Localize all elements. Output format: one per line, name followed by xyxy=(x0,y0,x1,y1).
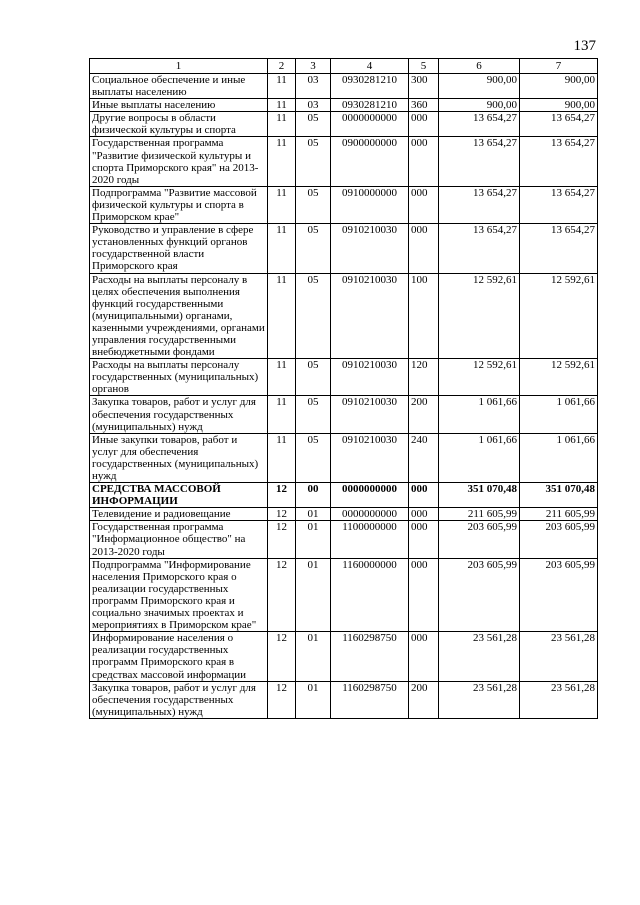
row-sum1-cell: 351 070,48 xyxy=(439,483,520,508)
row-vr-cell: 000 xyxy=(409,224,439,273)
row-vr-cell: 000 xyxy=(409,112,439,137)
page-number: 137 xyxy=(573,38,596,54)
row-sum1-cell: 13 654,27 xyxy=(439,112,520,137)
row-name-cell: Государственная программа "Развитие физической культуры и спорта Приморского края" на 2013-2020 годы xyxy=(90,137,268,186)
row-razdel-cell: 12 xyxy=(268,483,296,508)
row-name-cell: Руководство и управление в сфере установленных функций органов государственной власти Приморского края xyxy=(90,224,268,273)
table-row xyxy=(90,74,598,99)
row-name-cell: Подпрограмма "Развитие массовой физической культуры и спорта в Приморском крае" xyxy=(90,186,268,223)
row-razdel-cell: 12 xyxy=(268,681,296,718)
row-razdel-cell: 11 xyxy=(268,273,296,359)
row-csr-cell: 0000000000 xyxy=(331,508,409,521)
row-sum1-cell: 211 605,99 xyxy=(439,508,520,521)
row-podrazdel-cell: 03 xyxy=(296,74,331,99)
table-row xyxy=(90,112,598,137)
row-csr-cell: 0910210030 xyxy=(331,273,409,359)
row-razdel-cell: 11 xyxy=(268,99,296,112)
row-vr-cell: 000 xyxy=(409,508,439,521)
row-razdel-cell: 11 xyxy=(268,359,296,396)
row-name-cell: Закупка товаров, работ и услуг для обеспечения государственных (муниципальных) нужд xyxy=(90,396,268,433)
row-podrazdel-cell: 01 xyxy=(296,632,331,681)
row-razdel-cell: 12 xyxy=(268,558,296,632)
row-vr-cell: 000 xyxy=(409,483,439,508)
header-row xyxy=(90,59,598,74)
row-csr-cell: 0930281210 xyxy=(331,74,409,99)
row-name-cell: Иные выплаты населению xyxy=(90,99,268,112)
row-razdel-cell: 12 xyxy=(268,521,296,558)
row-vr-cell: 000 xyxy=(409,558,439,632)
row-name-cell: Расходы на выплаты персоналу государственных (муниципальных) органов xyxy=(90,359,268,396)
row-sum2-cell: 13 654,27 xyxy=(520,137,598,186)
row-vr-cell: 300 xyxy=(409,74,439,99)
row-razdel-cell: 12 xyxy=(268,632,296,681)
header-cell: 1 xyxy=(90,59,268,74)
row-podrazdel-cell: 01 xyxy=(296,508,331,521)
row-podrazdel-cell: 01 xyxy=(296,521,331,558)
row-csr-cell: 1100000000 xyxy=(331,521,409,558)
row-vr-cell: 120 xyxy=(409,359,439,396)
row-name-cell: Расходы на выплаты персоналу в целях обеспечения выполнения функций государственными (муниципальными) органами, казенными учреждениями, органами управления государственными внебюджетными фондами xyxy=(90,273,268,359)
row-podrazdel-cell: 05 xyxy=(296,273,331,359)
row-podrazdel-cell: 05 xyxy=(296,359,331,396)
row-podrazdel-cell: 05 xyxy=(296,112,331,137)
row-sum2-cell: 23 561,28 xyxy=(520,681,598,718)
row-sum1-cell: 900,00 xyxy=(439,99,520,112)
header-cell: 3 xyxy=(296,59,331,74)
row-podrazdel-cell: 05 xyxy=(296,396,331,433)
row-podrazdel-cell: 05 xyxy=(296,224,331,273)
row-sum2-cell: 351 070,48 xyxy=(520,483,598,508)
row-sum2-cell: 13 654,27 xyxy=(520,224,598,273)
row-vr-cell: 200 xyxy=(409,396,439,433)
table-row xyxy=(90,681,598,718)
row-vr-cell: 200 xyxy=(409,681,439,718)
header-cell: 6 xyxy=(439,59,520,74)
row-sum1-cell: 1 061,66 xyxy=(439,396,520,433)
row-csr-cell: 0910210030 xyxy=(331,359,409,396)
row-podrazdel-cell: 00 xyxy=(296,483,331,508)
table-row xyxy=(90,508,598,521)
row-csr-cell: 0910000000 xyxy=(331,186,409,223)
table-row xyxy=(90,99,598,112)
row-csr-cell: 1160298750 xyxy=(331,681,409,718)
row-sum2-cell: 1 061,66 xyxy=(520,396,598,433)
row-razdel-cell: 12 xyxy=(268,508,296,521)
row-sum2-cell: 900,00 xyxy=(520,99,598,112)
row-vr-cell: 000 xyxy=(409,632,439,681)
row-csr-cell: 0000000000 xyxy=(331,483,409,508)
row-vr-cell: 100 xyxy=(409,273,439,359)
row-name-cell: Иные закупки товаров, работ и услуг для обеспечения государственных (муниципальных) нужд xyxy=(90,433,268,482)
row-csr-cell: 0910210030 xyxy=(331,433,409,482)
row-sum1-cell: 23 561,28 xyxy=(439,681,520,718)
row-name-cell: Другие вопросы в области физической культуры и спорта xyxy=(90,112,268,137)
row-name-cell: Телевидение и радиовещание xyxy=(90,508,268,521)
row-sum2-cell: 12 592,61 xyxy=(520,273,598,359)
row-vr-cell: 000 xyxy=(409,521,439,558)
header-cell: 2 xyxy=(268,59,296,74)
table-row xyxy=(90,483,598,508)
row-razdel-cell: 11 xyxy=(268,224,296,273)
row-sum1-cell: 13 654,27 xyxy=(439,224,520,273)
row-vr-cell: 000 xyxy=(409,137,439,186)
row-csr-cell: 1160298750 xyxy=(331,632,409,681)
row-sum2-cell: 211 605,99 xyxy=(520,508,598,521)
row-sum1-cell: 13 654,27 xyxy=(439,186,520,223)
row-vr-cell: 000 xyxy=(409,186,439,223)
row-sum1-cell: 203 605,99 xyxy=(439,521,520,558)
row-csr-cell: 0930281210 xyxy=(331,99,409,112)
table-row xyxy=(90,521,598,558)
row-csr-cell: 0900000000 xyxy=(331,137,409,186)
table-row xyxy=(90,632,598,681)
table-row xyxy=(90,558,598,632)
row-name-cell: СРЕДСТВА МАССОВОЙ ИНФОРМАЦИИ xyxy=(90,483,268,508)
budget-table xyxy=(89,58,598,719)
row-csr-cell: 1160000000 xyxy=(331,558,409,632)
table-row xyxy=(90,433,598,482)
row-sum2-cell: 13 654,27 xyxy=(520,186,598,223)
row-podrazdel-cell: 01 xyxy=(296,558,331,632)
row-razdel-cell: 11 xyxy=(268,396,296,433)
row-podrazdel-cell: 05 xyxy=(296,433,331,482)
row-razdel-cell: 11 xyxy=(268,433,296,482)
table-row xyxy=(90,359,598,396)
row-sum2-cell: 203 605,99 xyxy=(520,521,598,558)
row-csr-cell: 0910210030 xyxy=(331,224,409,273)
row-sum2-cell: 1 061,66 xyxy=(520,433,598,482)
row-sum2-cell: 23 561,28 xyxy=(520,632,598,681)
row-sum2-cell: 13 654,27 xyxy=(520,112,598,137)
header-cell: 7 xyxy=(520,59,598,74)
row-sum2-cell: 900,00 xyxy=(520,74,598,99)
row-name-cell: Государственная программа "Информационное общество" на 2013-2020 годы xyxy=(90,521,268,558)
row-name-cell: Подпрограмма "Информирование населения Приморского края о реализации государственных программ Приморского края и социально значимых проектах и мероприятиях в Приморском крае" xyxy=(90,558,268,632)
table-row xyxy=(90,137,598,186)
header-cell: 5 xyxy=(409,59,439,74)
row-csr-cell: 0910210030 xyxy=(331,396,409,433)
table-row xyxy=(90,186,598,223)
row-name-cell: Информирование населения о реализации государственных программ Приморского края в средствах массовой информации xyxy=(90,632,268,681)
row-sum1-cell: 1 061,66 xyxy=(439,433,520,482)
row-razdel-cell: 11 xyxy=(268,137,296,186)
row-vr-cell: 240 xyxy=(409,433,439,482)
row-sum1-cell: 23 561,28 xyxy=(439,632,520,681)
row-podrazdel-cell: 03 xyxy=(296,99,331,112)
row-sum1-cell: 12 592,61 xyxy=(439,359,520,396)
table-row xyxy=(90,224,598,273)
row-csr-cell: 0000000000 xyxy=(331,112,409,137)
row-podrazdel-cell: 01 xyxy=(296,681,331,718)
row-sum1-cell: 12 592,61 xyxy=(439,273,520,359)
table-row xyxy=(90,396,598,433)
row-sum1-cell: 203 605,99 xyxy=(439,558,520,632)
table-row xyxy=(90,273,598,359)
row-sum1-cell: 13 654,27 xyxy=(439,137,520,186)
row-sum2-cell: 203 605,99 xyxy=(520,558,598,632)
row-podrazdel-cell: 05 xyxy=(296,186,331,223)
row-name-cell: Социальное обеспечение и иные выплаты населению xyxy=(90,74,268,99)
row-sum1-cell: 900,00 xyxy=(439,74,520,99)
row-razdel-cell: 11 xyxy=(268,112,296,137)
row-name-cell: Закупка товаров, работ и услуг для обеспечения государственных (муниципальных) нужд xyxy=(90,681,268,718)
row-razdel-cell: 11 xyxy=(268,74,296,99)
row-podrazdel-cell: 05 xyxy=(296,137,331,186)
header-cell: 4 xyxy=(331,59,409,74)
row-sum2-cell: 12 592,61 xyxy=(520,359,598,396)
row-razdel-cell: 11 xyxy=(268,186,296,223)
row-vr-cell: 360 xyxy=(409,99,439,112)
